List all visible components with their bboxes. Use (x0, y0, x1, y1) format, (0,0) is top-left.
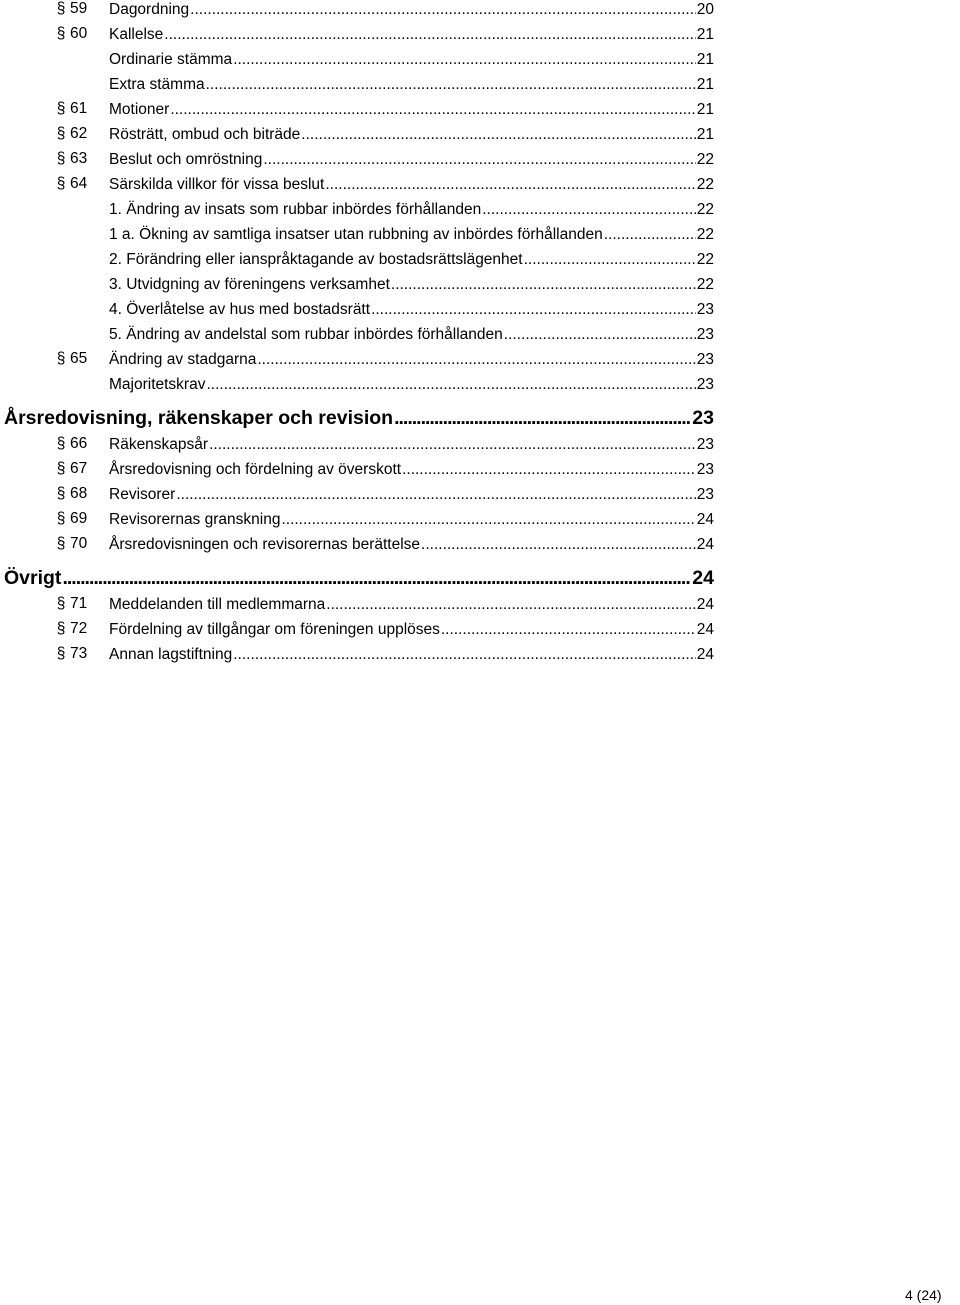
toc-line (109, 100, 714, 119)
toc-title: 1. Ändring av insats som rubbar inbördes förhållanden (109, 201, 482, 218)
toc-line (109, 225, 714, 244)
section-number: 69 (70, 510, 88, 527)
dot-leader (281, 511, 695, 529)
section-number: 68 (70, 485, 88, 502)
section-number: 72 (70, 620, 88, 637)
dot-leader (190, 1, 696, 19)
toc-entry[interactable] (0, 25, 960, 50)
section-number: 71 (70, 595, 88, 612)
toc-page-number: 24 (696, 536, 714, 553)
section-sign: § (56, 510, 66, 527)
toc-page-number: 22 (696, 276, 714, 293)
toc-title: Dagordning (109, 1, 190, 18)
toc-line (109, 645, 714, 664)
toc-page-number: 23 (696, 486, 714, 503)
toc-page-number: 23 (692, 407, 714, 429)
toc-page-number: 24 (692, 567, 714, 589)
toc-page-number: 21 (696, 26, 714, 43)
toc-line (109, 510, 714, 529)
dot-leader (164, 26, 695, 44)
toc-page-number: 22 (696, 176, 714, 193)
toc-line (109, 150, 714, 169)
toc-title: Årsredovisningen och revisorernas berättelse (109, 536, 421, 553)
section-sign: § (56, 460, 66, 477)
toc-line (109, 175, 714, 194)
dot-leader (301, 126, 695, 144)
toc-page-number: 23 (696, 351, 714, 368)
section-number: 63 (70, 150, 88, 167)
toc-title: Övrigt (4, 567, 62, 589)
toc-line (109, 275, 714, 294)
section-number: 61 (70, 100, 88, 117)
toc-title: Revisorer (109, 486, 176, 503)
toc-title: 3. Utvidgning av föreningens verksamhet (109, 276, 390, 293)
toc-title: Särskilda villkor för vissa beslut (109, 176, 325, 193)
dot-leader (604, 226, 696, 244)
toc-title: Majoritetskrav (109, 376, 206, 393)
toc-line (109, 125, 714, 144)
toc-line (109, 595, 714, 614)
toc-heading[interactable] (0, 406, 960, 431)
dot-leader (263, 151, 695, 169)
section-number: 67 (70, 460, 88, 477)
section-sign: § (56, 125, 66, 142)
toc-entry[interactable] (0, 300, 960, 325)
section-sign: § (56, 175, 66, 192)
dot-leader (170, 101, 695, 119)
toc-page-number: 23 (696, 301, 714, 318)
dot-leader (233, 51, 696, 69)
toc-line (4, 566, 714, 590)
toc-entry[interactable] (0, 100, 960, 125)
toc-title: Annan lagstiftning (109, 646, 233, 663)
toc-entry[interactable] (0, 125, 960, 150)
dot-leader (441, 621, 696, 639)
toc-page-number: 24 (696, 511, 714, 528)
toc-title: Rösträtt, ombud och biträde (109, 126, 301, 143)
toc-line (109, 250, 714, 269)
section-sign: § (56, 150, 66, 167)
section-sign: § (56, 0, 66, 17)
toc-entry[interactable] (0, 510, 960, 535)
dot-leader (371, 301, 696, 319)
dot-leader (206, 76, 696, 94)
toc-entry[interactable] (0, 350, 960, 375)
toc-title: Extra stämma (109, 76, 205, 93)
toc-entry[interactable] (0, 250, 960, 275)
dot-leader (257, 351, 695, 369)
dot-leader (421, 536, 696, 554)
dot-leader (482, 201, 696, 219)
toc-page-number: 20 (696, 1, 714, 18)
dot-leader (325, 176, 695, 194)
toc-title: 1 a. Ökning av samtliga insatser utan rubbning av inbördes förhållanden (109, 226, 603, 243)
toc-title: Årsredovisning, räkenskaper och revision (4, 407, 394, 429)
toc-page-number: 22 (696, 201, 714, 218)
toc-page-number: 24 (696, 621, 714, 638)
toc-line (109, 300, 714, 319)
toc-entry[interactable] (0, 175, 960, 200)
dot-leader (326, 596, 695, 614)
toc-title: Fördelning av tillgångar om föreningen upplöses (109, 621, 440, 638)
section-number: 70 (70, 535, 88, 552)
toc-entry[interactable] (0, 200, 960, 225)
dot-leader (209, 436, 696, 454)
toc-page-number: 23 (696, 326, 714, 343)
dot-leader (402, 461, 696, 479)
toc-page-number: 21 (696, 76, 714, 93)
toc-page-number: 22 (696, 251, 714, 268)
section-sign: § (56, 435, 66, 452)
toc-entry[interactable] (0, 50, 960, 75)
toc-line (109, 0, 714, 19)
toc-title: Årsredovisning och fördelning av överskott (109, 461, 402, 478)
toc-entry[interactable] (0, 645, 960, 670)
section-sign: § (56, 485, 66, 502)
toc-title: Motioner (109, 101, 170, 118)
toc-title: Ändring av stadgarna (109, 351, 257, 368)
toc-line (109, 350, 714, 369)
toc-line (109, 485, 714, 504)
toc-page-number: 22 (696, 226, 714, 243)
dot-leader (206, 376, 695, 394)
dot-leader (391, 276, 696, 294)
toc-line (109, 75, 714, 94)
toc-line (109, 200, 714, 219)
toc-line (109, 620, 714, 639)
dot-leader (524, 251, 696, 269)
toc-title: Beslut och omröstning (109, 151, 263, 168)
toc-title: 4. Överlåtelse av hus med bostadsrätt (109, 301, 371, 318)
toc-entry[interactable] (0, 435, 960, 460)
section-sign: § (56, 595, 66, 612)
toc-page-number: 24 (696, 596, 714, 613)
toc-line (109, 325, 714, 344)
section-sign: § (56, 100, 66, 117)
toc-entry[interactable] (0, 620, 960, 645)
page-number: 4 (24) (905, 1287, 942, 1303)
dot-leader (176, 486, 695, 504)
section-number: 64 (70, 175, 88, 192)
toc-line (109, 375, 714, 394)
toc-entry[interactable] (0, 375, 960, 400)
toc-page-number: 21 (696, 126, 714, 143)
toc-entry[interactable] (0, 225, 960, 250)
toc-line (109, 435, 714, 454)
section-sign: § (56, 535, 66, 552)
toc-page-number: 23 (696, 436, 714, 453)
toc-title: 5. Ändring av andelstal som rubbar inbördes förhållanden (109, 326, 503, 343)
toc-entry[interactable] (0, 0, 960, 25)
toc-page-number: 24 (696, 646, 714, 663)
toc-page-number: 23 (696, 461, 714, 478)
toc-line (109, 25, 714, 44)
toc-page-number: 21 (696, 51, 714, 68)
toc-entry[interactable] (0, 75, 960, 100)
section-number: 59 (70, 0, 88, 17)
toc-entry[interactable] (0, 325, 960, 350)
toc-title: Revisorernas granskning (109, 511, 281, 528)
dot-leader (233, 646, 696, 664)
section-sign: § (56, 620, 66, 637)
section-number: 60 (70, 25, 88, 42)
toc-title: 2. Förändring eller ianspråktagande av bostadsrättslägenhet (109, 251, 523, 268)
toc-title: Räkenskapsår (109, 436, 209, 453)
toc-entry[interactable] (0, 275, 960, 300)
toc-entry[interactable] (0, 150, 960, 175)
toc-entry[interactable] (0, 535, 960, 560)
section-number: 66 (70, 435, 88, 452)
toc-entry[interactable] (0, 460, 960, 485)
dot-leader (62, 566, 691, 590)
dot-leader (394, 406, 691, 430)
toc-heading[interactable] (0, 566, 960, 591)
toc-line (109, 50, 714, 69)
toc-title: Ordinarie stämma (109, 51, 233, 68)
toc-title: Kallelse (109, 26, 164, 43)
toc-line (109, 535, 714, 554)
toc-page-number: 23 (696, 376, 714, 393)
dot-leader (504, 326, 696, 344)
toc-page-number: 22 (696, 151, 714, 168)
section-sign: § (56, 25, 66, 42)
toc-entry[interactable] (0, 595, 960, 620)
toc-entry[interactable] (0, 485, 960, 510)
section-sign: § (56, 350, 66, 367)
toc-title: Meddelanden till medlemmarna (109, 596, 326, 613)
section-sign: § (56, 645, 66, 662)
toc-line (4, 406, 714, 430)
toc-line (109, 460, 714, 479)
toc-page-number: 21 (696, 101, 714, 118)
section-number: 73 (70, 645, 88, 662)
section-number: 65 (70, 350, 88, 367)
section-number: 62 (70, 125, 88, 142)
